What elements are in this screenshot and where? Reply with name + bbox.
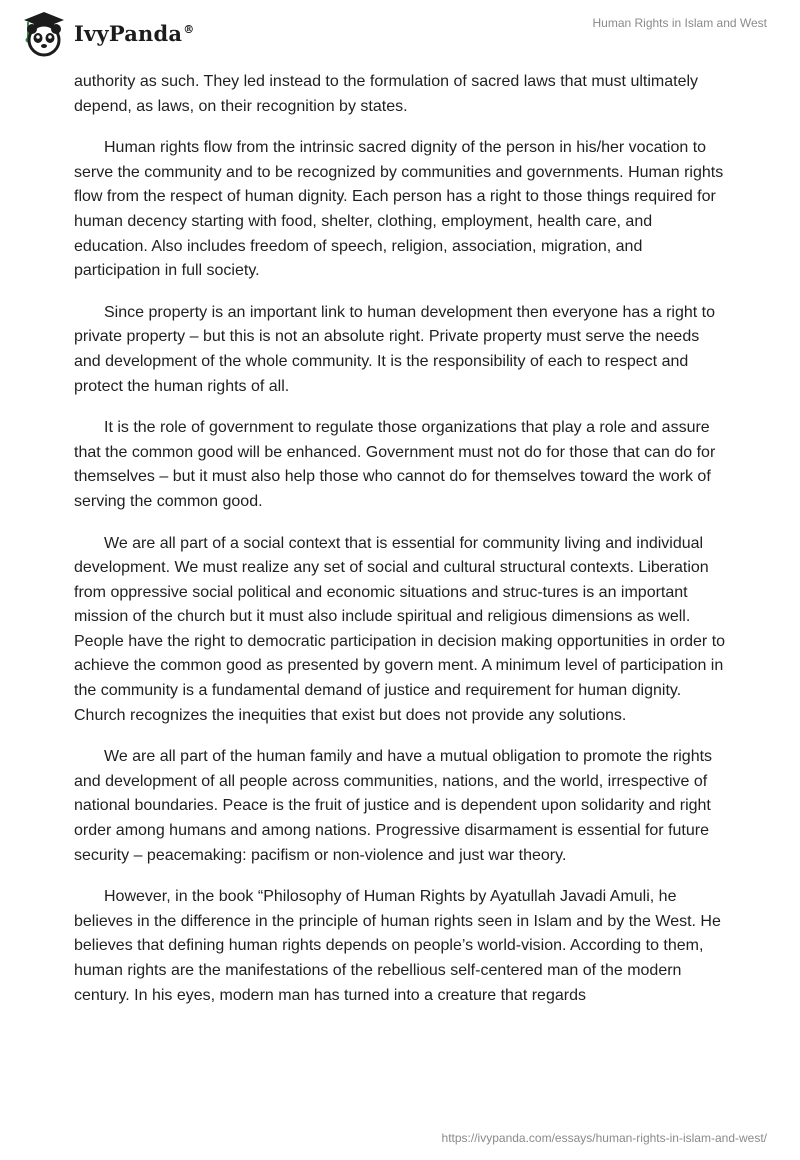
paragraph: However, in the book “Philosophy of Human Rights by Ayatullah Javadi Amuli, he believes in the difference in the principle of human rights seen in Islam and by the West. He believes that defining human rights depends on people’s world-vision. According to them, human rights are the manifestations of the rebellious self-centered man of the modern century. In his eyes, modern man has turned into a creature that regards <box>74 888 721 1004</box>
paragraph: Human rights flow from the intrinsic sacred dignity of the person in his/her vocation to serve the community and to be recognized by communities and governments. Human rights flow from the respect of human dignity. Each person has a right to those things required for human decency starting with food, shelter, clothing, employment, health care, and education. Also includes freedom of speech, religion, association, migration, and participation in full society. <box>74 139 724 280</box>
paragraph: It is the role of government to regulate those organizations that play a role and assure that the common good will be enhanced. Government must not do for those that can do for themselves – but it must also help those who cannot do for themselves toward the work of serving the common good. <box>74 419 716 510</box>
paragraph: We are all part of the human family and have a mutual obligation to promote the rights and development of all people across communities, nations, and the world, irrespective of national boundaries. Peace is the fruit of justice and is dependent upon solidarity and right order among humans and among nations. Progressive disarmament is essential for future security – peacemaking: pacifism or non-violence and just war theory. <box>74 748 713 864</box>
source-url[interactable]: https://ivypanda.com/essays/human-rights-in-islam-and-west/ <box>441 1131 767 1145</box>
registered-mark: ® <box>183 22 195 36</box>
brand-name: IvyPanda® <box>74 20 195 46</box>
document-title: Human Rights in Islam and West <box>592 16 767 30</box>
logo[interactable] <box>14 8 194 58</box>
paragraph: authority as such. They led instead to the formulation of sacred laws that must ultimately depend, as laws, on their recognition by states. <box>74 73 699 115</box>
page-header <box>0 0 800 64</box>
paragraph: We are all part of a social context that is essential for community living and individual development. We must realize any set of social and cultural structural contexts. Liberation from oppressive social political and economic situations and struc-tures is an important mission of the church but it must also include spiritual and religious dimensions as well. People have the right to democratic participation in decision making opportunities in order to achieve the common good as presented by govern ment. A minimum level of participation in the community is a fundamental demand of justice and requirement for human dignity. Church recognizes the inequities that exist but does not provide any solutions. <box>74 534 726 724</box>
paragraph: Since property is an important link to human development then everyone has a right to private property – but this is not an absolute right. Private property must serve the needs and development of the whole community. It is the responsibility of each to respect and protect the human rights of all. <box>74 303 716 395</box>
essay-body <box>74 70 726 1025</box>
panda-logo-icon <box>14 8 70 58</box>
